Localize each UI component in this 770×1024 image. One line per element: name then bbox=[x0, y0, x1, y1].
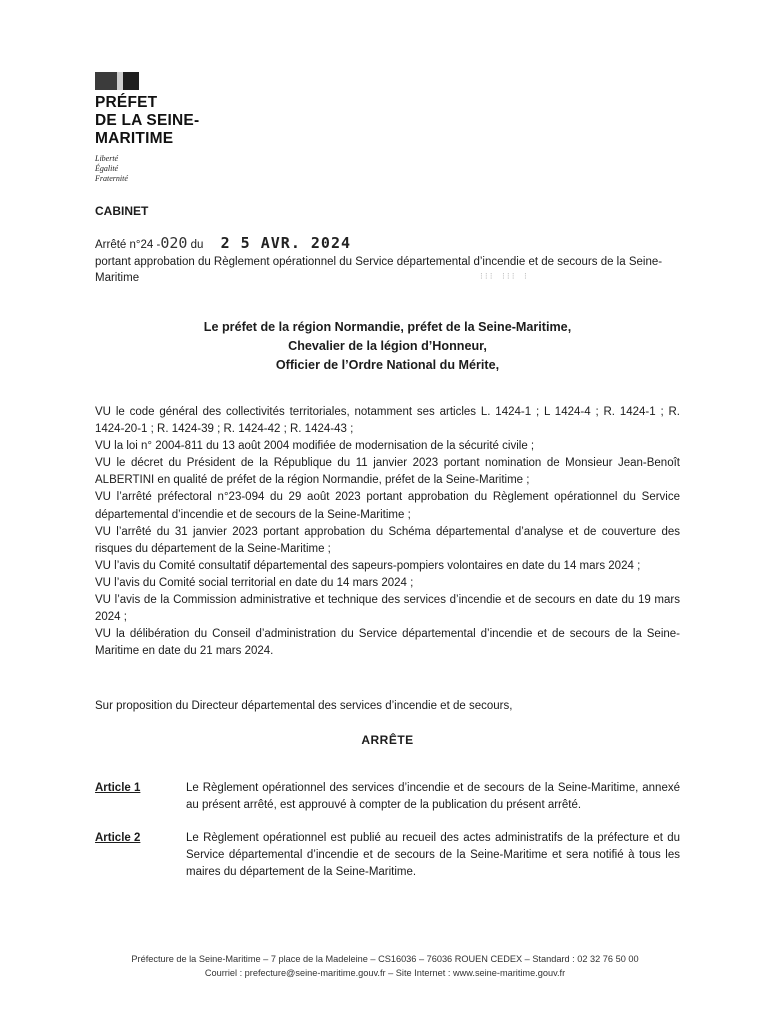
logo-line: PRÉFET bbox=[95, 94, 158, 111]
prefet-titles bbox=[95, 318, 680, 375]
logo-title bbox=[95, 94, 199, 148]
article-label: Article 2 bbox=[95, 832, 141, 844]
visa-item: VU l’arrêté préfectoral n°23-094 du 29 août 2023 portant approbation du Règlement opérationnel du Service départemental d’incendie et de secours de la Seine-Maritime ; bbox=[95, 491, 680, 521]
arrete-du: du bbox=[190, 239, 204, 251]
arrete-number: 020 bbox=[160, 234, 188, 252]
visa-item: VU l’arrêté du 31 janvier 2023 portant approbation du Schéma départemental d’analyse et de couverture des risques du département de la Seine-Maritime ; bbox=[95, 525, 680, 555]
article-2 bbox=[95, 830, 680, 881]
republic-motto bbox=[95, 154, 199, 184]
article-text: Le Règlement opérationnel des services d’incendie et de secours de la Seine-Maritime, annexé au présent arrêté, est approuvé à compter de la publication du présent arrêté. bbox=[186, 782, 680, 811]
arrete-number-line bbox=[95, 234, 351, 252]
motto-line: Liberté bbox=[95, 154, 119, 163]
prefet-title-line: Le préfet de la région Normandie, préfet de la Seine-Maritime, bbox=[203, 320, 572, 334]
visa-item: VU l’avis du Comité social territorial en date du 14 mars 2024 ; bbox=[95, 576, 414, 589]
department-heading: CABINET bbox=[95, 204, 149, 218]
article-label: Article 1 bbox=[95, 782, 141, 794]
page-footer bbox=[60, 952, 710, 980]
visa-item: VU la délibération du Conseil d’administration du Service départemental d’incendie et de secours de la Seine-Maritime en date du 21 mars 2024. bbox=[95, 628, 680, 658]
visa-item: VU le décret du Président de la République du 11 janvier 2023 portant nomination de Monsieur Jean-Benoît ALBERTINI en qualité de préfet de la région Normandie, préfet de la Seine-Maritime ; bbox=[95, 457, 680, 487]
decision-heading: ARRÊTE bbox=[361, 733, 414, 747]
arrete-subject: portant approbation du Règlement opérationnel du Service départemental d’incendie et de secours de la Seine-Maritime bbox=[95, 256, 663, 284]
visa-item: VU l’avis de la Commission administrative et technique des services d’incendie et de secours en date du 19 mars 2024 ; bbox=[95, 594, 680, 624]
motto-line: Égalité bbox=[95, 164, 119, 173]
article-text: Le Règlement opérationnel est publié au recueil des actes administratifs de la préfecture et du Service départemental d’incendie et de secours de la Seine-Maritime et sera notifié à tous les maires du département de la Seine-Maritime. bbox=[186, 832, 680, 878]
date-stamp: 2 5 AVR. 2024 bbox=[220, 234, 352, 252]
visa-item: VU le code général des collectivités territoriales, notamment ses articles L. 1424-1 ; L 1424-4 ; R. 1424-1 ; R. 1424-20-1 ; R. 1424-39 ; R. 1424-42 ; R. 1424-43 ; bbox=[95, 406, 680, 436]
logo-line: DE LA SEINE- bbox=[95, 112, 200, 129]
article-1 bbox=[95, 780, 680, 814]
prefet-title-line: Officier de l’Ordre National du Mérite, bbox=[275, 358, 500, 372]
proposal-line: Sur proposition du Directeur départemental des services d’incendie et de secours, bbox=[95, 700, 513, 712]
visa-item: VU la loi n° 2004-811 du 13 août 2004 modifiée de modernisation de la sécurité civile ; bbox=[95, 440, 535, 453]
motto-line: Fraternité bbox=[95, 174, 128, 183]
footer-address: Préfecture de la Seine-Maritime – 7 place de la Madeleine – CS16036 – 76036 ROUEN CEDEX – Standard : 02 32 76 50 00 bbox=[131, 954, 639, 964]
footer-contact: Courriel : prefecture@seine-maritime.gouv.fr – Site Internet : www.seine-maritime.gouv.fr bbox=[204, 968, 566, 978]
visa-item: VU l’avis du Comité consultatif départemental des sapeurs-pompiers volontaires en date du 14 mars 2024 ; bbox=[95, 559, 641, 572]
prefet-title-line: Chevalier de la légion d’Honneur, bbox=[288, 339, 487, 353]
visas-list bbox=[95, 404, 680, 660]
prefecture-logo bbox=[95, 72, 199, 184]
marianne-flag-icon bbox=[95, 72, 139, 90]
faint-stamp-mark: ⁝⁝⁝ ⁝⁝⁝ ⁝ bbox=[480, 272, 529, 282]
arrete-prefix: Arrêté n°24 - bbox=[95, 239, 161, 251]
logo-line: MARITIME bbox=[95, 130, 174, 147]
